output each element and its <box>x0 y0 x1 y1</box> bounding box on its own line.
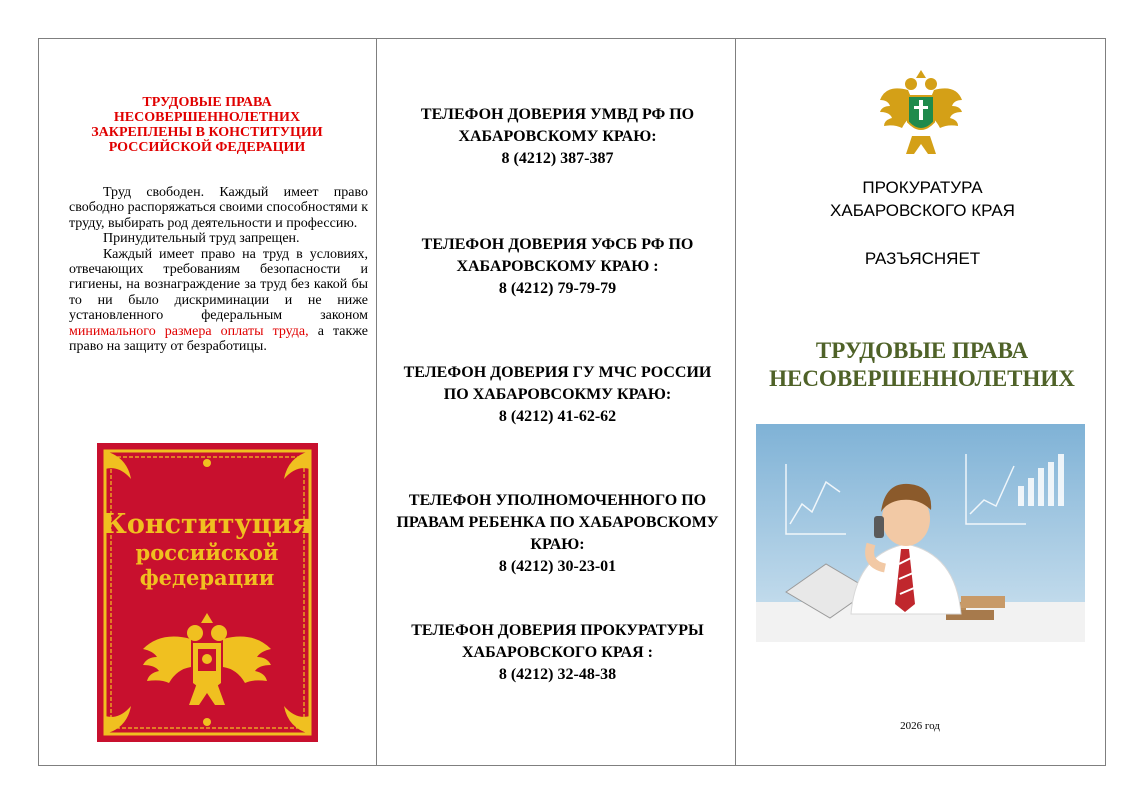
paragraph-forced-labor: Принудительный труд запрещен. <box>103 231 300 247</box>
phone-block-prosecutor <box>390 620 725 686</box>
book-title-line2: российской <box>135 540 279 565</box>
main-title-line2: НЕСОВЕРШЕННОЛЕТНИХ <box>769 366 1075 391</box>
phone-number: 8 (4212) 79-79-79 <box>498 280 617 297</box>
panel1-title: ТРУДОВЫЕ ПРАВА НЕСОВЕРШЕННОЛЕТНИХ ЗАКРЕПЛЕНЫ В КОНСТИТУЦИИ РОССИЙСКОЙ ФЕДЕРАЦИИ <box>91 95 323 155</box>
para3-end: а также право на защиту от безработицы. <box>69 323 368 355</box>
phone-number: 8 (4212) 32-48-38 <box>498 666 617 683</box>
minimum-wage-link: минимального размера оплаты труда, <box>69 323 309 339</box>
phone-number: 8 (4212) 387-387 <box>501 150 614 167</box>
org-name-line1: ПРОКУРАТУРА <box>862 178 983 197</box>
phone-block-umvd <box>390 104 725 170</box>
panel-divider-1 <box>376 38 377 766</box>
boy-businessman-photo <box>756 424 1085 642</box>
phone-label: ТЕЛЕФОН ДОВЕРИЯ УФСБ РФ ПО ХАБАРОВСКОМУ КРАЮ : <box>421 236 694 275</box>
brochure-main-title <box>740 337 1104 393</box>
paragraph-right-to-work <box>69 247 368 355</box>
year-label: 2026 год <box>900 720 940 732</box>
phone-label: ТЕЛЕФОН ДОВЕРИЯ ГУ МЧС РОССИИ ПО ХАБАРОВСОКМУ КРАЮ: <box>403 364 712 403</box>
para3-start: Каждый имеет право на труд в условиях, отвечающих требованиям безопасности и гигиены, на вознаграждение за труд без какой бы то ни было дискриминации и не ниже установленного федеральным законом <box>69 246 368 324</box>
phone-label: ТЕЛЕФОН ДОВЕРИЯ ПРОКУРАТУРЫ ХАБАРОВСКОГО КРАЯ : <box>411 622 704 661</box>
prosecutor-emblem-icon <box>878 66 964 158</box>
phone-label: ТЕЛЕФОН ДОВЕРИЯ УМВД РФ ПО ХАБАРОВСКОМУ КРАЮ: <box>420 106 695 145</box>
constitution-book-image <box>97 443 318 742</box>
phone-label: ТЕЛЕФОН УПОЛНОМОЧЕННОГО ПО ПРАВАМ РЕБЕНКА ПО ХАБАРОВСКОМУ КРАЮ: <box>396 492 719 553</box>
explains-label: РАЗЪЯСНЯЕТ <box>864 249 981 268</box>
panel-divider-2 <box>735 38 736 766</box>
panel1-body <box>69 185 368 354</box>
phone-block-ufsb <box>390 234 725 300</box>
org-name-line2: ХАБАРОВСКОГО КРАЯ <box>830 201 1015 220</box>
book-title-line1: Конституция <box>102 509 312 540</box>
main-title-line1: ТРУДОВЫЕ ПРАВА <box>815 338 1029 363</box>
phone-number: 8 (4212) 30-23-01 <box>498 558 617 575</box>
phone-number: 8 (4212) 41-62-62 <box>498 408 617 425</box>
phone-block-mchs <box>390 362 725 428</box>
paragraph-work-free: Труд свободен. Каждый имеет право свободно распоряжаться своими способностями к труду, выбирать род деятельности и профессию. <box>69 185 368 231</box>
book-title-line3: федерации <box>139 565 275 590</box>
phone-block-ombudsman <box>390 490 725 578</box>
